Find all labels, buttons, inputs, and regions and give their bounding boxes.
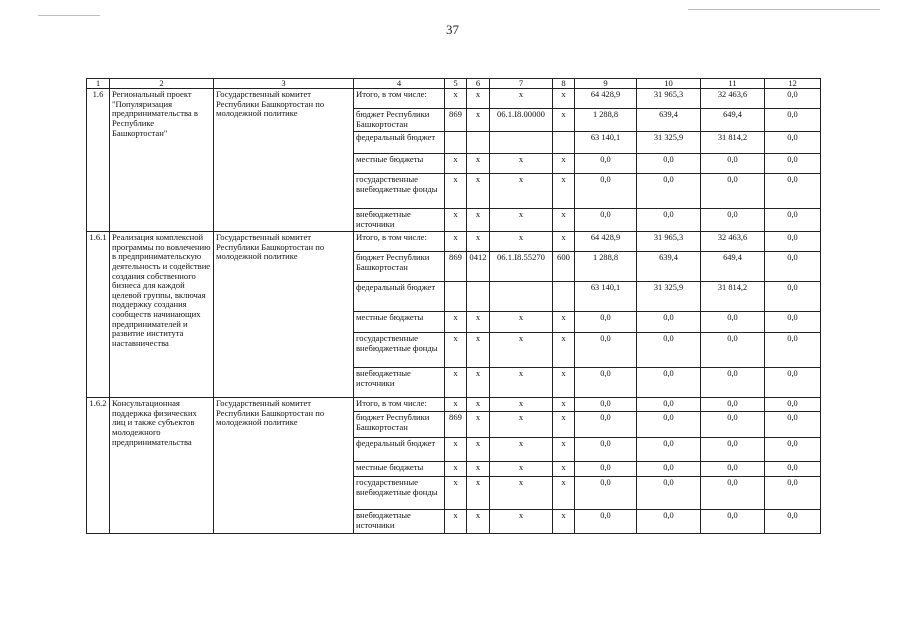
amount-year-1: 0,0 <box>637 438 701 462</box>
amount-total: 63 140,1 <box>575 282 637 312</box>
amount-year-2: 31 814,2 <box>701 282 765 312</box>
code-target: х <box>490 368 553 398</box>
code-admin: х <box>445 398 467 412</box>
code-target <box>490 132 553 154</box>
section-code: 1.6.1 <box>87 232 110 398</box>
code-type <box>553 282 575 312</box>
amount-year-2: 0,0 <box>701 174 765 209</box>
amount-year-1: 0,0 <box>637 477 701 510</box>
amount-total: 63 140,1 <box>575 132 637 154</box>
table-body <box>87 79 821 534</box>
amount-total: 0,0 <box>575 438 637 462</box>
code-section: х <box>467 412 490 438</box>
header-cell: 5 <box>445 79 467 89</box>
code-target: х <box>490 174 553 209</box>
code-section: х <box>467 209 490 232</box>
code-target: 06.1.I8.55270 <box>490 252 553 282</box>
code-target: х <box>490 154 553 174</box>
amount-year-3: 0,0 <box>765 462 821 477</box>
code-section <box>467 132 490 154</box>
header-cell: 1 <box>87 79 110 89</box>
amount-year-1: 0,0 <box>637 412 701 438</box>
code-section: х <box>467 510 490 534</box>
code-admin: х <box>445 333 467 368</box>
code-type: х <box>553 462 575 477</box>
code-type: х <box>553 438 575 462</box>
section-executor: Государственный комитет Республики Башкортостан по молодежной политике <box>214 232 354 398</box>
funding-source: местные бюджеты <box>354 462 445 477</box>
amount-year-3: 0,0 <box>765 412 821 438</box>
funding-source: местные бюджеты <box>354 312 445 333</box>
header-cell: 12 <box>765 79 821 89</box>
section-executor: Государственный комитет Республики Башкортостан по молодежной политике <box>214 89 354 232</box>
code-admin: х <box>445 368 467 398</box>
amount-year-1: 0,0 <box>637 333 701 368</box>
code-admin: х <box>445 209 467 232</box>
code-type: х <box>553 154 575 174</box>
code-section: х <box>467 312 490 333</box>
amount-year-1: 31 325,9 <box>637 132 701 154</box>
code-admin: х <box>445 154 467 174</box>
section-name: Консультационная поддержка физических лиц и также субъектов молодежного предпринимательства <box>110 398 214 534</box>
code-type: х <box>553 412 575 438</box>
code-target: х <box>490 312 553 333</box>
amount-year-3: 0,0 <box>765 132 821 154</box>
code-section: х <box>467 333 490 368</box>
funding-source: бюджет Республики Башкортостан <box>354 412 445 438</box>
code-target: х <box>490 510 553 534</box>
code-admin: х <box>445 438 467 462</box>
amount-total: 0,0 <box>575 398 637 412</box>
amount-year-2: 0,0 <box>701 438 765 462</box>
scan-artifact-line-left <box>38 15 100 16</box>
funding-source: бюджет Республики Башкортостан <box>354 252 445 282</box>
amount-total: 0,0 <box>575 209 637 232</box>
scan-artifact-line-right <box>688 9 880 10</box>
funding-source: федеральный бюджет <box>354 438 445 462</box>
code-target <box>490 282 553 312</box>
amount-year-3: 0,0 <box>765 398 821 412</box>
code-section: х <box>467 477 490 510</box>
amount-year-1: 0,0 <box>637 398 701 412</box>
code-section: х <box>467 154 490 174</box>
code-type: х <box>553 477 575 510</box>
amount-total: 0,0 <box>575 333 637 368</box>
amount-year-1: 0,0 <box>637 209 701 232</box>
code-target: х <box>490 438 553 462</box>
amount-year-3: 0,0 <box>765 252 821 282</box>
code-admin: 869 <box>445 109 467 132</box>
amount-year-2: 649,4 <box>701 252 765 282</box>
code-type: х <box>553 312 575 333</box>
code-admin <box>445 282 467 312</box>
code-admin: х <box>445 232 467 252</box>
amount-year-2: 0,0 <box>701 312 765 333</box>
funding-source: бюджет Республики Башкортостан <box>354 109 445 132</box>
amount-year-2: 0,0 <box>701 398 765 412</box>
code-type: 600 <box>553 252 575 282</box>
funding-source: государственные внебюджетные фонды <box>354 174 445 209</box>
header-cell: 7 <box>490 79 553 89</box>
code-target: 06.1.I8.00000 <box>490 109 553 132</box>
amount-year-2: 649,4 <box>701 109 765 132</box>
code-target: х <box>490 462 553 477</box>
code-type: х <box>553 510 575 534</box>
amount-total: 0,0 <box>575 312 637 333</box>
header-cell: 2 <box>110 79 214 89</box>
code-type: х <box>553 368 575 398</box>
code-admin: х <box>445 89 467 109</box>
code-admin <box>445 132 467 154</box>
amount-year-2: 0,0 <box>701 477 765 510</box>
amount-year-2: 0,0 <box>701 368 765 398</box>
amount-year-3: 0,0 <box>765 232 821 252</box>
amount-year-2: 0,0 <box>701 209 765 232</box>
funding-source: государственные внебюджетные фонды <box>354 477 445 510</box>
funding-source: местные бюджеты <box>354 154 445 174</box>
code-section: х <box>467 109 490 132</box>
section-name: Реализация комплексной программы по вовлечению в предпринимательскую деятельность и содействие создания собственного бизнеса для каждой целевой группы, включая поддержку создания сообществ начинающих предпринимателей и развитие института наставничества <box>110 232 214 398</box>
amount-total: 0,0 <box>575 174 637 209</box>
amount-total: 1 288,8 <box>575 109 637 132</box>
amount-year-1: 639,4 <box>637 252 701 282</box>
amount-year-2: 0,0 <box>701 412 765 438</box>
amount-total: 0,0 <box>575 510 637 534</box>
code-section: х <box>467 89 490 109</box>
section-executor: Государственный комитет Республики Башкортостан по молодежной политике <box>214 398 354 534</box>
code-section: х <box>467 368 490 398</box>
header-cell: 6 <box>467 79 490 89</box>
amount-year-1: 0,0 <box>637 154 701 174</box>
amount-total: 64 428,9 <box>575 89 637 109</box>
amount-year-2: 32 463,6 <box>701 89 765 109</box>
amount-year-3: 0,0 <box>765 174 821 209</box>
code-target: х <box>490 398 553 412</box>
code-target: х <box>490 477 553 510</box>
code-section: х <box>467 398 490 412</box>
header-cell: 10 <box>637 79 701 89</box>
amount-year-1: 31 965,3 <box>637 89 701 109</box>
funding-source: Итого, в том числе: <box>354 89 445 109</box>
amount-year-2: 0,0 <box>701 510 765 534</box>
amount-year-3: 0,0 <box>765 209 821 232</box>
code-target: х <box>490 412 553 438</box>
amount-year-3: 0,0 <box>765 312 821 333</box>
code-type: х <box>553 333 575 368</box>
amount-year-1: 0,0 <box>637 312 701 333</box>
amount-year-1: 0,0 <box>637 368 701 398</box>
code-admin: 869 <box>445 252 467 282</box>
amount-year-1: 31 325,9 <box>637 282 701 312</box>
header-cell: 8 <box>553 79 575 89</box>
amount-year-1: 639,4 <box>637 109 701 132</box>
code-section: 0412 <box>467 252 490 282</box>
page-number: 37 <box>446 22 459 37</box>
header-cell: 3 <box>214 79 354 89</box>
amount-total: 0,0 <box>575 368 637 398</box>
funding-source: внебюджетные источники <box>354 368 445 398</box>
amount-year-3: 0,0 <box>765 109 821 132</box>
code-type: х <box>553 109 575 132</box>
code-section <box>467 282 490 312</box>
funding-source: федеральный бюджет <box>354 282 445 312</box>
amount-total: 1 288,8 <box>575 252 637 282</box>
amount-year-3: 0,0 <box>765 368 821 398</box>
amount-total: 64 428,9 <box>575 232 637 252</box>
table-row <box>87 232 821 252</box>
code-admin: х <box>445 312 467 333</box>
funding-source: внебюджетные источники <box>354 510 445 534</box>
funding-source: внебюджетные источники <box>354 209 445 232</box>
amount-year-3: 0,0 <box>765 438 821 462</box>
amount-year-1: 0,0 <box>637 510 701 534</box>
amount-year-3: 0,0 <box>765 282 821 312</box>
code-admin: х <box>445 462 467 477</box>
funding-source: федеральный бюджет <box>354 132 445 154</box>
amount-year-1: 0,0 <box>637 462 701 477</box>
amount-year-2: 31 814,2 <box>701 132 765 154</box>
amount-total: 0,0 <box>575 462 637 477</box>
amount-total: 0,0 <box>575 412 637 438</box>
code-admin: 869 <box>445 412 467 438</box>
header-cell: 9 <box>575 79 637 89</box>
amount-year-3: 0,0 <box>765 333 821 368</box>
amount-year-1: 31 965,3 <box>637 232 701 252</box>
header-cell: 4 <box>354 79 445 89</box>
amount-year-1: 0,0 <box>637 174 701 209</box>
section-name: Региональный проект "Популяризация предпринимательства в Республике Башкортостан" <box>110 89 214 232</box>
amount-year-2: 0,0 <box>701 333 765 368</box>
code-section: х <box>467 462 490 477</box>
code-type <box>553 132 575 154</box>
funding-source: Итого, в том числе: <box>354 398 445 412</box>
amount-year-2: 32 463,6 <box>701 232 765 252</box>
code-type: х <box>553 232 575 252</box>
amount-year-3: 0,0 <box>765 477 821 510</box>
funding-source: Итого, в том числе: <box>354 232 445 252</box>
section-code: 1.6 <box>87 89 110 232</box>
code-admin: х <box>445 174 467 209</box>
code-type: х <box>553 174 575 209</box>
funding-source: государственные внебюджетные фонды <box>354 333 445 368</box>
code-target: х <box>490 333 553 368</box>
code-type: х <box>553 209 575 232</box>
amount-year-2: 0,0 <box>701 154 765 174</box>
amount-year-2: 0,0 <box>701 462 765 477</box>
code-section: х <box>467 232 490 252</box>
code-admin: х <box>445 510 467 534</box>
amount-total: 0,0 <box>575 154 637 174</box>
code-target: х <box>490 232 553 252</box>
code-section: х <box>467 174 490 209</box>
table-row <box>87 398 821 412</box>
code-target: х <box>490 209 553 232</box>
code-type: х <box>553 398 575 412</box>
amount-total: 0,0 <box>575 477 637 510</box>
section-code: 1.6.2 <box>87 398 110 534</box>
code-type: х <box>553 89 575 109</box>
header-cell: 11 <box>701 79 765 89</box>
amount-year-3: 0,0 <box>765 510 821 534</box>
code-target: х <box>490 89 553 109</box>
budget-table <box>86 78 821 534</box>
header-row <box>87 79 821 89</box>
amount-year-3: 0,0 <box>765 89 821 109</box>
code-admin: х <box>445 477 467 510</box>
table-row <box>87 89 821 109</box>
code-section: х <box>467 438 490 462</box>
amount-year-3: 0,0 <box>765 154 821 174</box>
